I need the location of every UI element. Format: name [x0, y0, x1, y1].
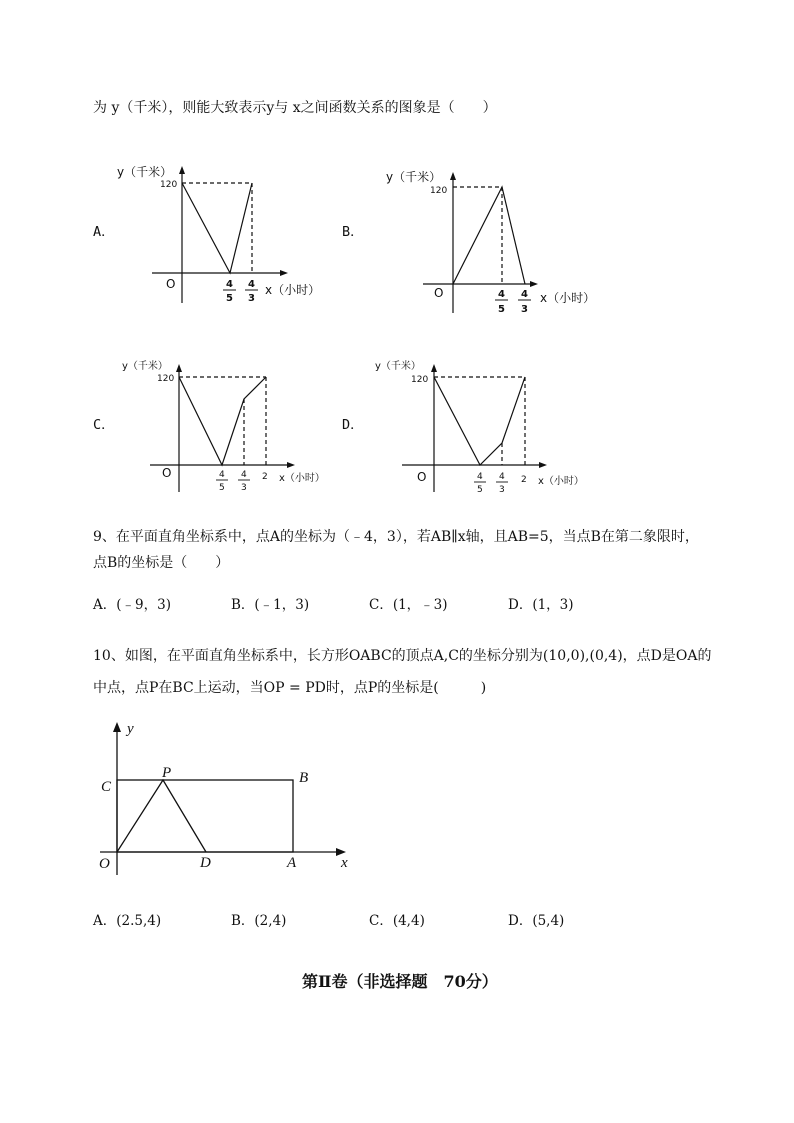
q8-c-frac-den-2: 3 — [241, 483, 247, 493]
q9-option-b[interactable]: B．(﹣1，3) — [231, 597, 310, 613]
q10-label-d: D — [200, 855, 211, 871]
q8-option-b-label[interactable]: B． — [342, 224, 364, 240]
q10-label-o: O — [99, 856, 110, 872]
q9-stem-line2: 点B的坐标是（ ） — [93, 555, 230, 571]
q8-option-d-label[interactable]: D． — [342, 417, 364, 433]
q10-label-p: P — [162, 765, 172, 781]
q9-stem-line1: 9、在平面直角坐标系中，点A的坐标为（﹣4，3），若AB∥x轴，且AB=5，当点B在第二象限时， — [93, 529, 699, 545]
q8-b-y-label: y（千米） — [386, 170, 442, 184]
q8-d-frac-num-1: 4 — [477, 472, 483, 482]
q8-b-y-tick: 120 — [430, 186, 448, 196]
q8-a-y-label: y（千米） — [117, 165, 173, 179]
q8-d-tick-2: 2 — [521, 475, 527, 485]
q8-d-y-label: y（千米） — [375, 361, 421, 372]
q8-c-frac-num-2: 4 — [241, 470, 247, 480]
q8-c-x-label: x（小时） — [279, 473, 325, 484]
q10-x-label: x — [341, 855, 348, 871]
q8-a-frac-den-2: 3 — [248, 293, 255, 304]
q10-option-b[interactable]: B．(2,4) — [231, 913, 287, 929]
q8-option-a-label[interactable]: A． — [93, 224, 115, 240]
q8-option-c-label[interactable]: C． — [93, 417, 115, 433]
q8-c-tick-2: 2 — [262, 472, 268, 482]
q8-a-y-tick: 120 — [160, 180, 178, 190]
q10-y-label: y — [127, 721, 134, 737]
q8-b-frac-den-2: 3 — [521, 304, 528, 315]
q8-b-frac-num-1: 4 — [498, 289, 505, 300]
section-title: 第Ⅱ卷（非选择题 70分） — [302, 972, 498, 991]
q10-option-c[interactable]: C．(4,4) — [369, 913, 425, 929]
q8-a-frac-num-1: 4 — [226, 279, 233, 290]
q10-stem-line1: 10、如图，在平面直角坐标系中，长方形OABC的顶点A,C的坐标分别为(10,0),(0,4)，点D是OA的 — [93, 648, 712, 664]
q8-c-y-label: y（千米） — [122, 361, 168, 372]
q8-d-frac-den-1: 5 — [477, 485, 483, 495]
q8-d-x-label: x（小时） — [538, 476, 584, 487]
q10-stem-line2: 中点，点P在BC上运动，当OP = PD时，点P的坐标是( ) — [93, 680, 487, 696]
q8-d-frac-den-2: 3 — [499, 485, 505, 495]
q8-c-frac-num-1: 4 — [219, 470, 225, 480]
q10-label-a: A — [287, 855, 297, 871]
q10-option-a[interactable]: A．(2.5,4) — [93, 913, 162, 929]
q8-a-frac-num-2: 4 — [248, 279, 255, 290]
q9-option-d[interactable]: D．(1，3) — [508, 597, 574, 613]
q8-d-y-tick: 120 — [411, 375, 429, 385]
q8-b-frac-num-2: 4 — [521, 289, 528, 300]
q8-b-x-label: x（小时） — [540, 291, 596, 305]
q8-a-origin: O — [166, 277, 176, 291]
q8-a-frac-den-1: 5 — [226, 293, 233, 304]
q9-option-a[interactable]: A．(﹣9，3) — [93, 597, 171, 613]
q8-b-origin: O — [434, 286, 444, 300]
q10-label-c: C — [101, 779, 112, 795]
q10-option-d[interactable]: D．(5,4) — [508, 913, 565, 929]
q8-c-origin: O — [162, 466, 172, 480]
q10-label-b: B — [299, 770, 309, 786]
q8-c-y-tick: 120 — [157, 374, 175, 384]
q8-d-origin: O — [417, 470, 427, 484]
q8-stem: 为 y（千米），则能大致表示y与 x之间函数关系的图象是（ ） — [93, 100, 497, 116]
q8-d-frac-num-2: 4 — [499, 472, 505, 482]
q8-c-frac-den-1: 5 — [219, 483, 225, 493]
q8-b-frac-den-1: 5 — [498, 304, 505, 315]
q8-a-x-label: x（小时） — [265, 283, 321, 297]
q9-option-c[interactable]: C．(1，﹣3) — [369, 597, 448, 613]
